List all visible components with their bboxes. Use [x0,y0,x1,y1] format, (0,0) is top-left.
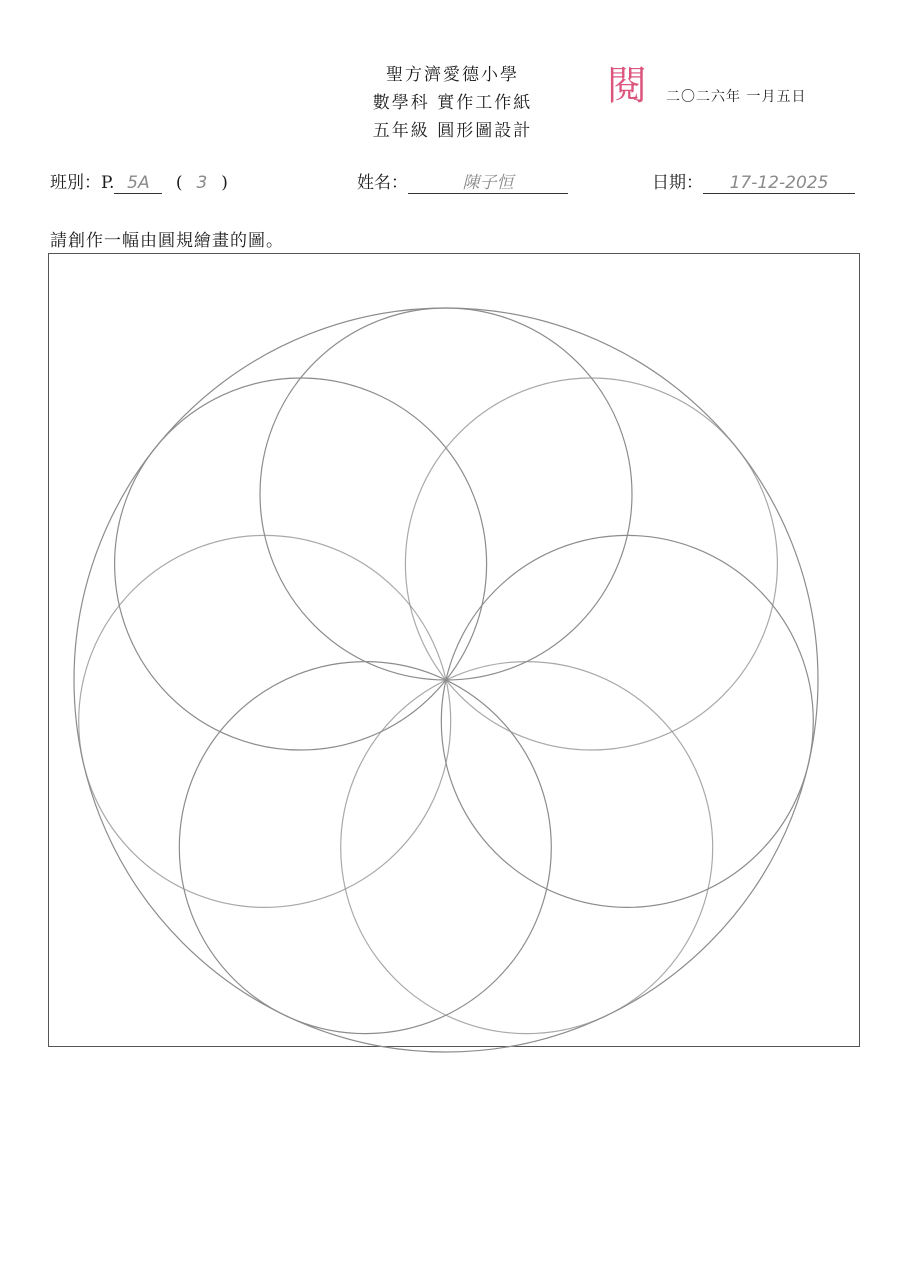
petal-circle [405,378,777,750]
read-stamp: 閱 [607,63,647,109]
class-number-value: 3 [196,173,208,193]
petal-circle [441,535,813,907]
stamp-date: 二〇二六年 一月五日 [666,89,807,105]
worksheet-subject: 數學科 實作工作紙 [372,93,533,113]
class-label: 班別：P. [50,173,115,193]
petal-circle [79,535,451,907]
petal-circle [115,378,487,750]
petal-circle [179,662,551,1034]
name-value: 陳子恒 [408,168,568,194]
petal-circle [341,662,713,1034]
school-name: 聖方濟愛德小學 [386,65,519,85]
worksheet-topic: 五年級 圓形圖設計 [372,121,533,141]
class-number-open: ( [175,173,183,193]
instruction-text: 請創作一幅由圓規繪畫的圖。 [50,231,284,251]
petal-circle [260,308,632,680]
class-value: 5A [114,173,162,194]
class-number-close: ) [221,173,228,193]
date-label: 日期： [652,173,703,193]
date-value: 17-12-2025 [703,173,855,194]
name-label: 姓名： [357,173,408,193]
